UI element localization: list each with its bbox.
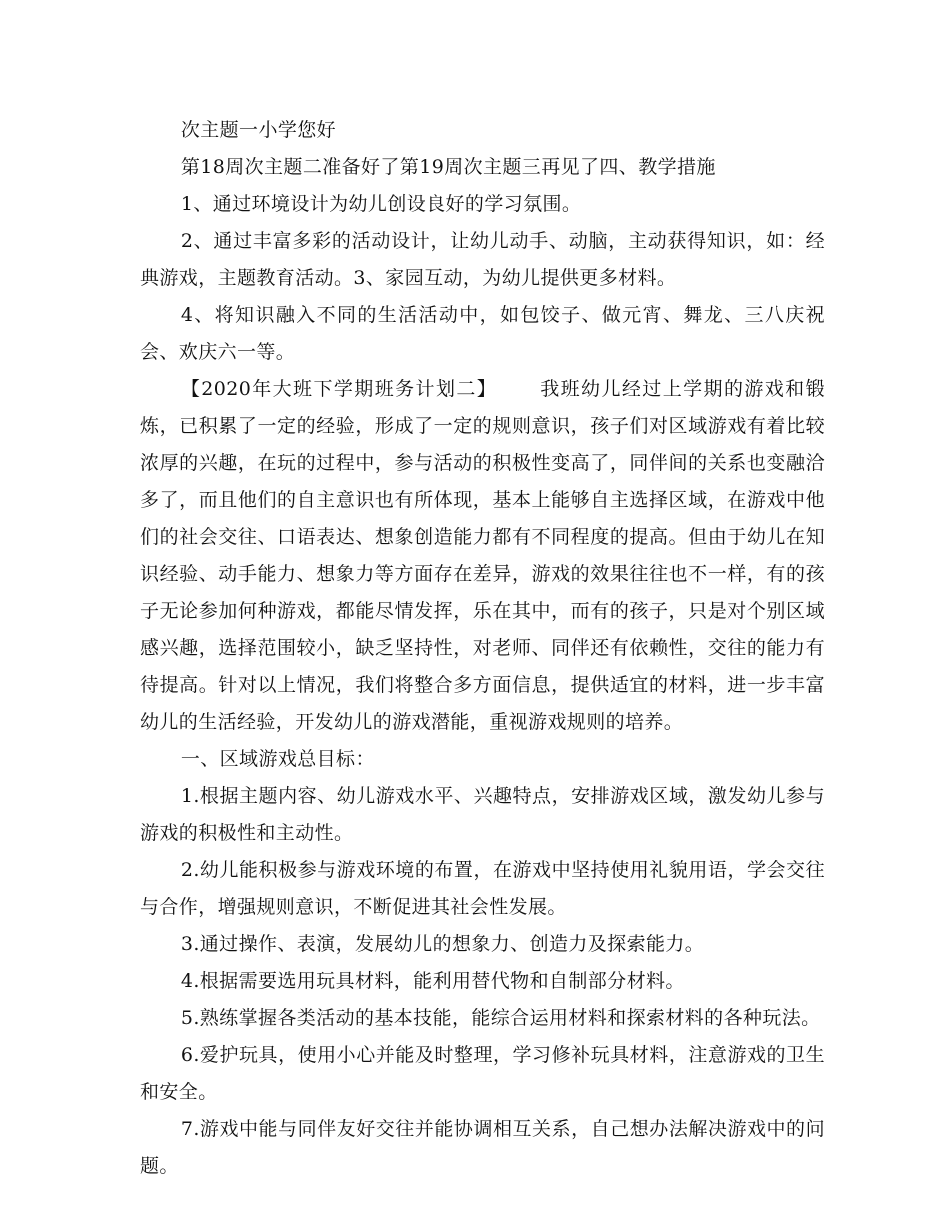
goal-item: 6.爱护玩具，使用小心并能及时整理，学习修补玩具材料，注意游戏的卫生和安全。	[140, 1044, 825, 1103]
measure-paragraph: 4、将知识融入不同的生活活动中，如包饺子、做元宵、舞龙、三八庆祝会、欢庆六一等。	[140, 304, 825, 363]
plan-paragraph	[140, 371, 825, 741]
goal-item: 7.游戏中能与同伴友好交往并能协调相互关系，自己想办法解决游戏中的问题。	[140, 1118, 825, 1177]
theme-paragraph: 第18周次主题二准备好了第19周次主题三再见了四、教学措施	[180, 156, 716, 178]
goal-item: 2.幼儿能积极参与游戏环境的布置，在游戏中坚持使用礼貌用语，学会交往与合作，增强规则意识，不断促进其社会性发展。	[140, 859, 825, 918]
measure-paragraph: 2、通过丰富多彩的活动设计，让幼儿动手、动脑，主动获得知识，如：经典游戏，主题教育活动。3、家园互动，为幼儿提供更多材料。	[140, 230, 825, 289]
goal-item: 1.根据主题内容、幼儿游戏水平、兴趣特点，安排游戏区域，激发幼儿参与游戏的积极性和主动性。	[140, 785, 825, 844]
goal-item: 3.通过操作、表演，发展幼儿的想象力、创造力及探索能力。	[180, 933, 705, 955]
measure-paragraph: 1、通过环境设计为幼儿创设良好的学习氛围。	[180, 193, 582, 215]
goal-item: 4.根据需要选用玩具材料，能利用替代物和自制部分材料。	[180, 970, 685, 992]
goal-item: 5.熟练掌握各类活动的基本技能，能综合运用材料和探索材料的各种玩法。	[180, 1007, 821, 1029]
document-body	[140, 112, 825, 1185]
plan-title: 【2020年大班下学期班务计划二】	[180, 378, 498, 400]
section-heading: 一、区域游戏总目标：	[180, 748, 375, 770]
plan-body: 我班幼儿经过上学期的游戏和锻炼，已积累了一定的经验，形成了一定的规则意识，孩子们对区域游戏有着比较浓厚的兴趣，在玩的过程中，参与活动的积极性变高了，同伴间的关系也变融洽多了，而且他们的自主意识也有所体现，基本上能够自主选择区域，在游戏中他们的社会交往、口语表达、想象创造能力都有不同程度的提高。但由于幼儿在知识经验、动手能力、想象力等方面存在差异，游戏的效果往往也不一样，有的孩子无论参加何种游戏，都能尽情发挥，乐在其中，而有的孩子，只是对个别区域感兴趣，选择范围较小，缺乏坚持性，对老师、同伴还有依赖性，交往的能力有待提高。针对以上情况，我们将整合多方面信息，提供适宜的材料，进一步丰富幼儿的生活经验，开发幼儿的游戏潜能，重视游戏规则的培养。	[140, 378, 825, 733]
theme-paragraph: 次主题一小学您好	[180, 119, 337, 141]
